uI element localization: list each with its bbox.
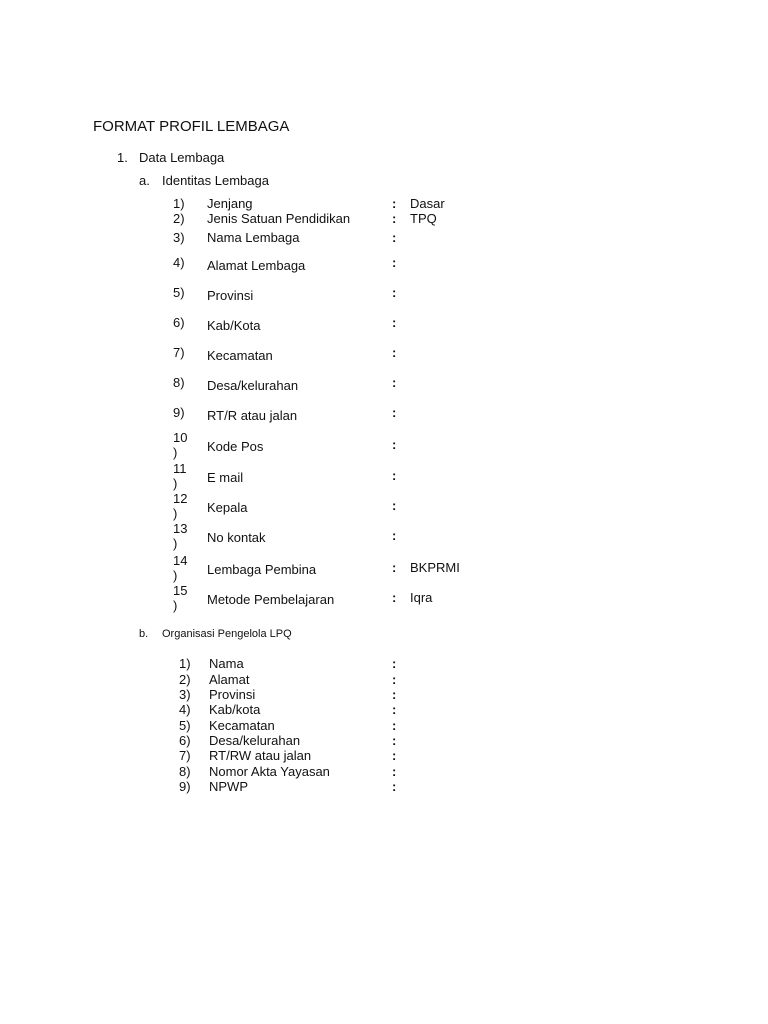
item-colon: : <box>392 560 397 575</box>
item-label: Kab/Kota <box>207 318 261 333</box>
item-colon: : <box>392 656 397 671</box>
org-row-nama <box>0 656 768 671</box>
subsection-a-letter: a. <box>139 173 150 188</box>
item-label: Metode Pembelajaran <box>207 592 335 607</box>
org-row-akta-yayasan <box>0 764 768 779</box>
item-number: 2) <box>179 672 191 687</box>
item-number: 4) <box>179 702 191 717</box>
org-row-provinsi <box>0 687 768 702</box>
item-colon: : <box>392 590 397 605</box>
item-label: Jenjang <box>207 196 253 211</box>
item-label: Alamat Lembaga <box>207 258 306 273</box>
org-row-desa-kelurahan <box>0 733 768 748</box>
item-colon: : <box>392 255 397 270</box>
item-label: Provinsi <box>207 288 254 303</box>
item-number: 3) <box>173 230 185 245</box>
item-colon: : <box>392 672 397 687</box>
item-colon: : <box>392 748 397 763</box>
item-number-suffix: ) <box>173 445 178 460</box>
item-label: Jenis Satuan Pendidikan <box>207 211 351 226</box>
item-colon: : <box>392 285 397 300</box>
item-colon: : <box>392 315 397 330</box>
item-colon: : <box>392 528 397 543</box>
item-colon: : <box>392 733 397 748</box>
item-number: 2) <box>173 211 185 226</box>
item-colon: : <box>392 375 397 390</box>
item-number-suffix: ) <box>173 568 178 583</box>
item-colon: : <box>392 687 397 702</box>
item-label: Nama Lembaga <box>207 230 300 245</box>
item-number: 8) <box>173 375 185 390</box>
item-colon: : <box>392 345 397 360</box>
item-colon: : <box>392 498 397 513</box>
item-colon: : <box>392 718 397 733</box>
item-number: 7) <box>173 345 185 360</box>
subsection-b-label: Organisasi Pengelola LPQ <box>162 628 292 640</box>
item-colon: : <box>392 764 397 779</box>
item-number: 6) <box>173 315 185 330</box>
item-label: E mail <box>207 470 244 485</box>
item-value: BKPRMI <box>410 560 460 575</box>
item-number: 3) <box>179 687 191 702</box>
item-label: RT/RW atau jalan <box>209 748 312 763</box>
item-label: NPWP <box>209 779 248 794</box>
item-label: Kecamatan <box>207 348 273 363</box>
item-value: TPQ <box>410 211 437 226</box>
document-title: FORMAT PROFIL LEMBAGA <box>93 118 290 135</box>
item-colon: : <box>392 468 397 483</box>
item-label: Nomor Akta Yayasan <box>209 764 330 779</box>
item-number-suffix: ) <box>173 536 178 551</box>
item-number: 1) <box>173 196 185 211</box>
item-label: RT/R atau jalan <box>207 408 298 423</box>
item-colon: : <box>392 196 397 211</box>
org-row-kecamatan <box>0 718 768 733</box>
item-colon: : <box>392 779 397 794</box>
item-number: 11 <box>173 461 187 476</box>
item-label: Kepala <box>207 500 248 515</box>
item-label: Alamat <box>209 672 250 687</box>
section-1-label: Data Lembaga <box>139 150 225 165</box>
item-label: Lembaga Pembina <box>207 562 317 577</box>
item-label: Kecamatan <box>209 718 275 733</box>
item-colon: : <box>392 437 397 452</box>
item-number: 13 <box>173 521 188 536</box>
item-value: Dasar <box>410 196 445 211</box>
item-number: 1) <box>179 656 191 671</box>
item-value: Iqra <box>410 590 433 605</box>
section-1-number: 1. <box>117 150 128 165</box>
item-colon: : <box>392 702 397 717</box>
item-label: Kode Pos <box>207 439 264 454</box>
item-number-suffix: ) <box>173 506 178 521</box>
org-row-rt-rw <box>0 748 768 763</box>
item-label: Nama <box>209 656 244 671</box>
item-number: 5) <box>173 285 185 300</box>
item-number: 15 <box>173 583 188 598</box>
item-number: 9) <box>179 779 191 794</box>
org-row-kab-kota <box>0 702 768 717</box>
item-label: Desa/kelurahan <box>209 733 301 748</box>
item-number-suffix: ) <box>173 476 178 491</box>
item-number: 14 <box>173 553 188 568</box>
item-colon: : <box>392 211 397 226</box>
item-label: Kab/kota <box>209 702 261 717</box>
org-row-alamat <box>0 672 768 687</box>
item-number: 7) <box>179 748 191 763</box>
item-colon: : <box>392 405 397 420</box>
item-number: 4) <box>173 255 185 270</box>
item-colon: : <box>392 230 397 245</box>
item-number: 12 <box>173 491 188 506</box>
subsection-a-label: Identitas Lembaga <box>162 173 269 188</box>
item-number: 6) <box>179 733 191 748</box>
org-row-npwp <box>0 779 768 794</box>
subsection-b-letter: b. <box>139 628 149 640</box>
item-number: 8) <box>179 764 191 779</box>
item-label: Desa/kelurahan <box>207 378 299 393</box>
item-label: Provinsi <box>209 687 256 702</box>
item-number: 9) <box>173 405 185 420</box>
item-number-suffix: ) <box>173 598 178 613</box>
item-number: 5) <box>179 718 191 733</box>
item-label: No kontak <box>207 530 266 545</box>
item-number: 10 <box>173 430 188 445</box>
